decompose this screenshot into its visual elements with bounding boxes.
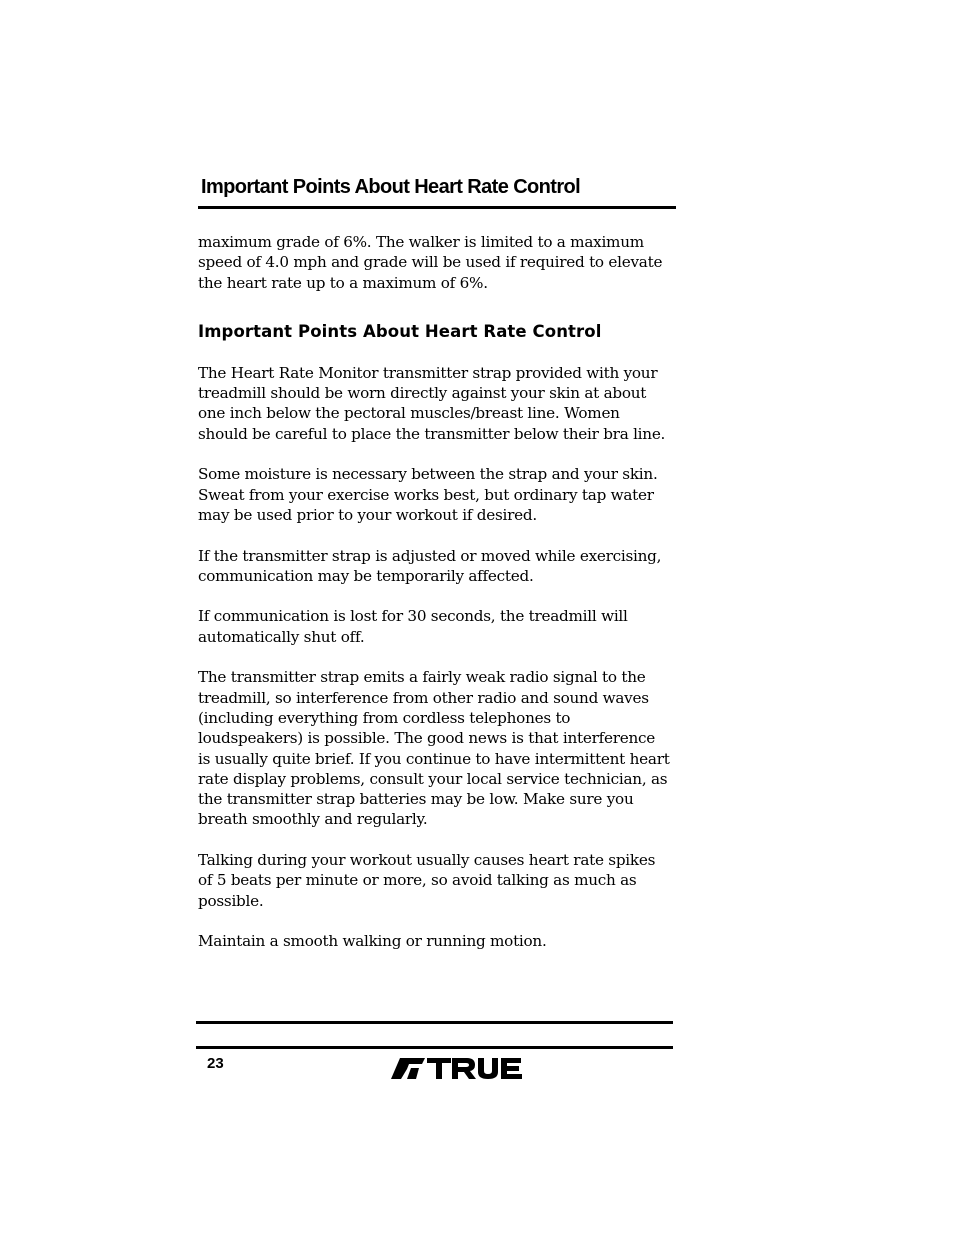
- paragraph-strap-placement: The Heart Rate Monitor transmitter strap provided with your treadmill should be worn directly against your skin at about one inch below the pectoral muscles/breast line. Women should be careful to place the transmitter below their bra line.: [198, 363, 666, 443]
- section-heading: Important Points About Heart Rate Control: [198, 321, 602, 341]
- header-divider: [198, 206, 676, 209]
- logo-lettering: [427, 1058, 522, 1079]
- true-logo: [389, 1056, 537, 1080]
- main-content: [198, 232, 670, 972]
- page-title: Important Points About Heart Rate Control: [201, 176, 581, 198]
- intro-paragraph: maximum grade of 6%. The walker is limited to a maximum speed of 4.0 mph and grade will be used if required to elevate the heart rate up to a maximum of 6%.: [198, 233, 663, 292]
- paragraph-strap-adjusted: If the transmitter strap is adjusted or moved while exercising, communication may be temporarily affected.: [198, 546, 662, 585]
- footer-divider-bottom: [196, 1046, 673, 1049]
- paragraph-interference: The transmitter strap emits a fairly weak radio signal to the treadmill, so interference from other radio and sound waves (including everything from cordless telephones to loudspeakers) is possible. The good news is that interference is usually quite brief. If you continue to have intermittent heart rate display problems, consult your local service technician, as the transmitter strap batteries may be low. Make sure you breath smoothly and regularly.: [198, 668, 670, 829]
- paragraph-talking: Talking during your workout usually causes heart rate spikes of 5 beats per minute or more, so avoid talking as much as possible.: [198, 851, 656, 910]
- logo-mark: [391, 1058, 425, 1079]
- paragraph-moisture: Some moisture is necessary between the strap and your skin. Sweat from your exercise works best, but ordinary tap water may be used prior to your workout if desired.: [198, 465, 658, 524]
- paragraph-smooth-motion: Maintain a smooth walking or running motion.: [198, 932, 547, 951]
- page-header: [198, 174, 676, 200]
- paragraph-communication-lost: If communication is lost for 30 seconds, the treadmill will automatically shut off.: [198, 607, 628, 646]
- logo-mark-notch: [407, 1068, 419, 1079]
- page-number: 23: [207, 1055, 224, 1072]
- footer-divider-top: [196, 1021, 673, 1024]
